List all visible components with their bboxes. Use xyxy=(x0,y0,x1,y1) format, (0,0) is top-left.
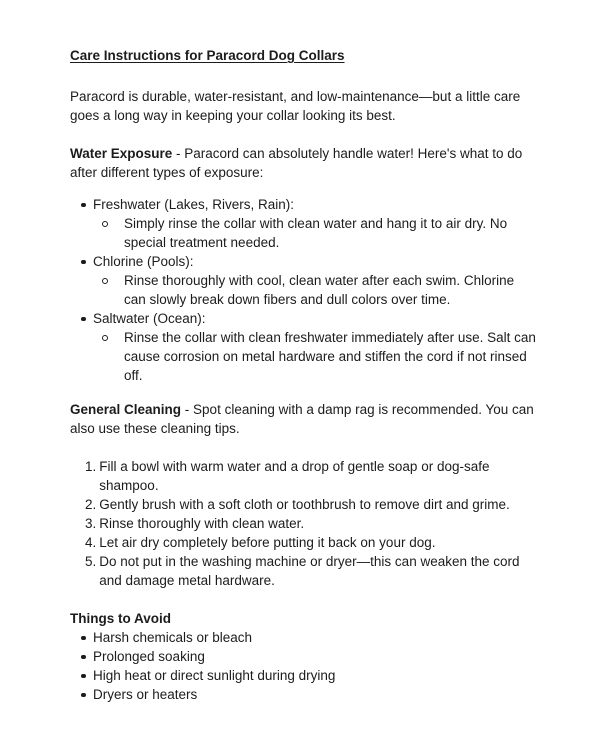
water-exposure-list xyxy=(70,195,538,385)
water-list-item-saltwater xyxy=(93,309,538,385)
list-item-label: Freshwater (Lakes, Rivers, Rain): xyxy=(93,197,295,212)
list-item-label: Chlorine (Pools): xyxy=(93,254,194,269)
water-list-item-freshwater xyxy=(93,195,538,252)
general-cleaning-lead: - Spot cleaning with a damp rag is recommended. You can also use these cleaning tips. xyxy=(70,402,534,436)
things-to-avoid-heading: Things to Avoid xyxy=(70,611,171,626)
things-to-avoid-list xyxy=(70,628,538,704)
avoid-item: High heat or direct sunlight during drying xyxy=(93,666,538,685)
step-text: Fill a bowl with warm water and a drop of gentle soap or dog-safe shampoo. xyxy=(99,459,490,493)
step-text: Gently brush with a soft cloth or toothbrush to remove dirt and grime. xyxy=(99,497,510,512)
water-list-item-chlorine xyxy=(93,252,538,309)
cleaning-step-4 xyxy=(85,533,538,552)
saltwater-sublist xyxy=(93,328,538,385)
general-cleaning-heading: General Cleaning xyxy=(70,402,182,417)
step-text: Do not put in the washing machine or dryer—this can weaken the cord and damage metal hardware. xyxy=(99,554,520,588)
cleaning-steps-list xyxy=(70,457,538,590)
sub-list-item: Rinse thoroughly with cool, clean water after each swim. Chlorine can slowly break down fibers and dull colors over time. xyxy=(124,271,538,309)
water-exposure-heading: Water Exposure xyxy=(70,146,173,161)
sub-list-item: Rinse the collar with clean freshwater immediately after use. Salt can cause corrosion on metal hardware and stiffen the cord if not rinsed off. xyxy=(124,328,538,385)
step-text: Let air dry completely before putting it back on your dog. xyxy=(99,535,436,550)
list-item-label: Saltwater (Ocean): xyxy=(93,311,206,326)
water-exposure-lead: - Paracord can absolutely handle water! Here's what to do after different types of exposure: xyxy=(70,146,523,180)
avoid-item: Prolonged soaking xyxy=(93,647,538,666)
chlorine-sublist xyxy=(93,271,538,309)
freshwater-sublist xyxy=(93,214,538,252)
cleaning-step-1 xyxy=(85,457,538,495)
intro-paragraph: Paracord is durable, water-resistant, and low-maintenance—but a little care goes a long way in keeping your collar looking its best. xyxy=(70,89,521,123)
water-exposure-paragraph xyxy=(70,144,538,182)
cleaning-step-2 xyxy=(85,495,538,514)
avoid-item: Dryers or heaters xyxy=(93,685,538,704)
sub-list-item: Simply rinse the collar with clean water and hang it to air dry. No special treatment needed. xyxy=(124,214,538,252)
cleaning-step-3 xyxy=(85,514,538,533)
page-title: Care Instructions for Paracord Dog Collars xyxy=(70,48,345,63)
step-text: Rinse thoroughly with clean water. xyxy=(99,516,305,531)
cleaning-step-5 xyxy=(85,552,538,590)
avoid-item: Harsh chemicals or bleach xyxy=(93,628,538,647)
general-cleaning-paragraph xyxy=(70,400,538,438)
